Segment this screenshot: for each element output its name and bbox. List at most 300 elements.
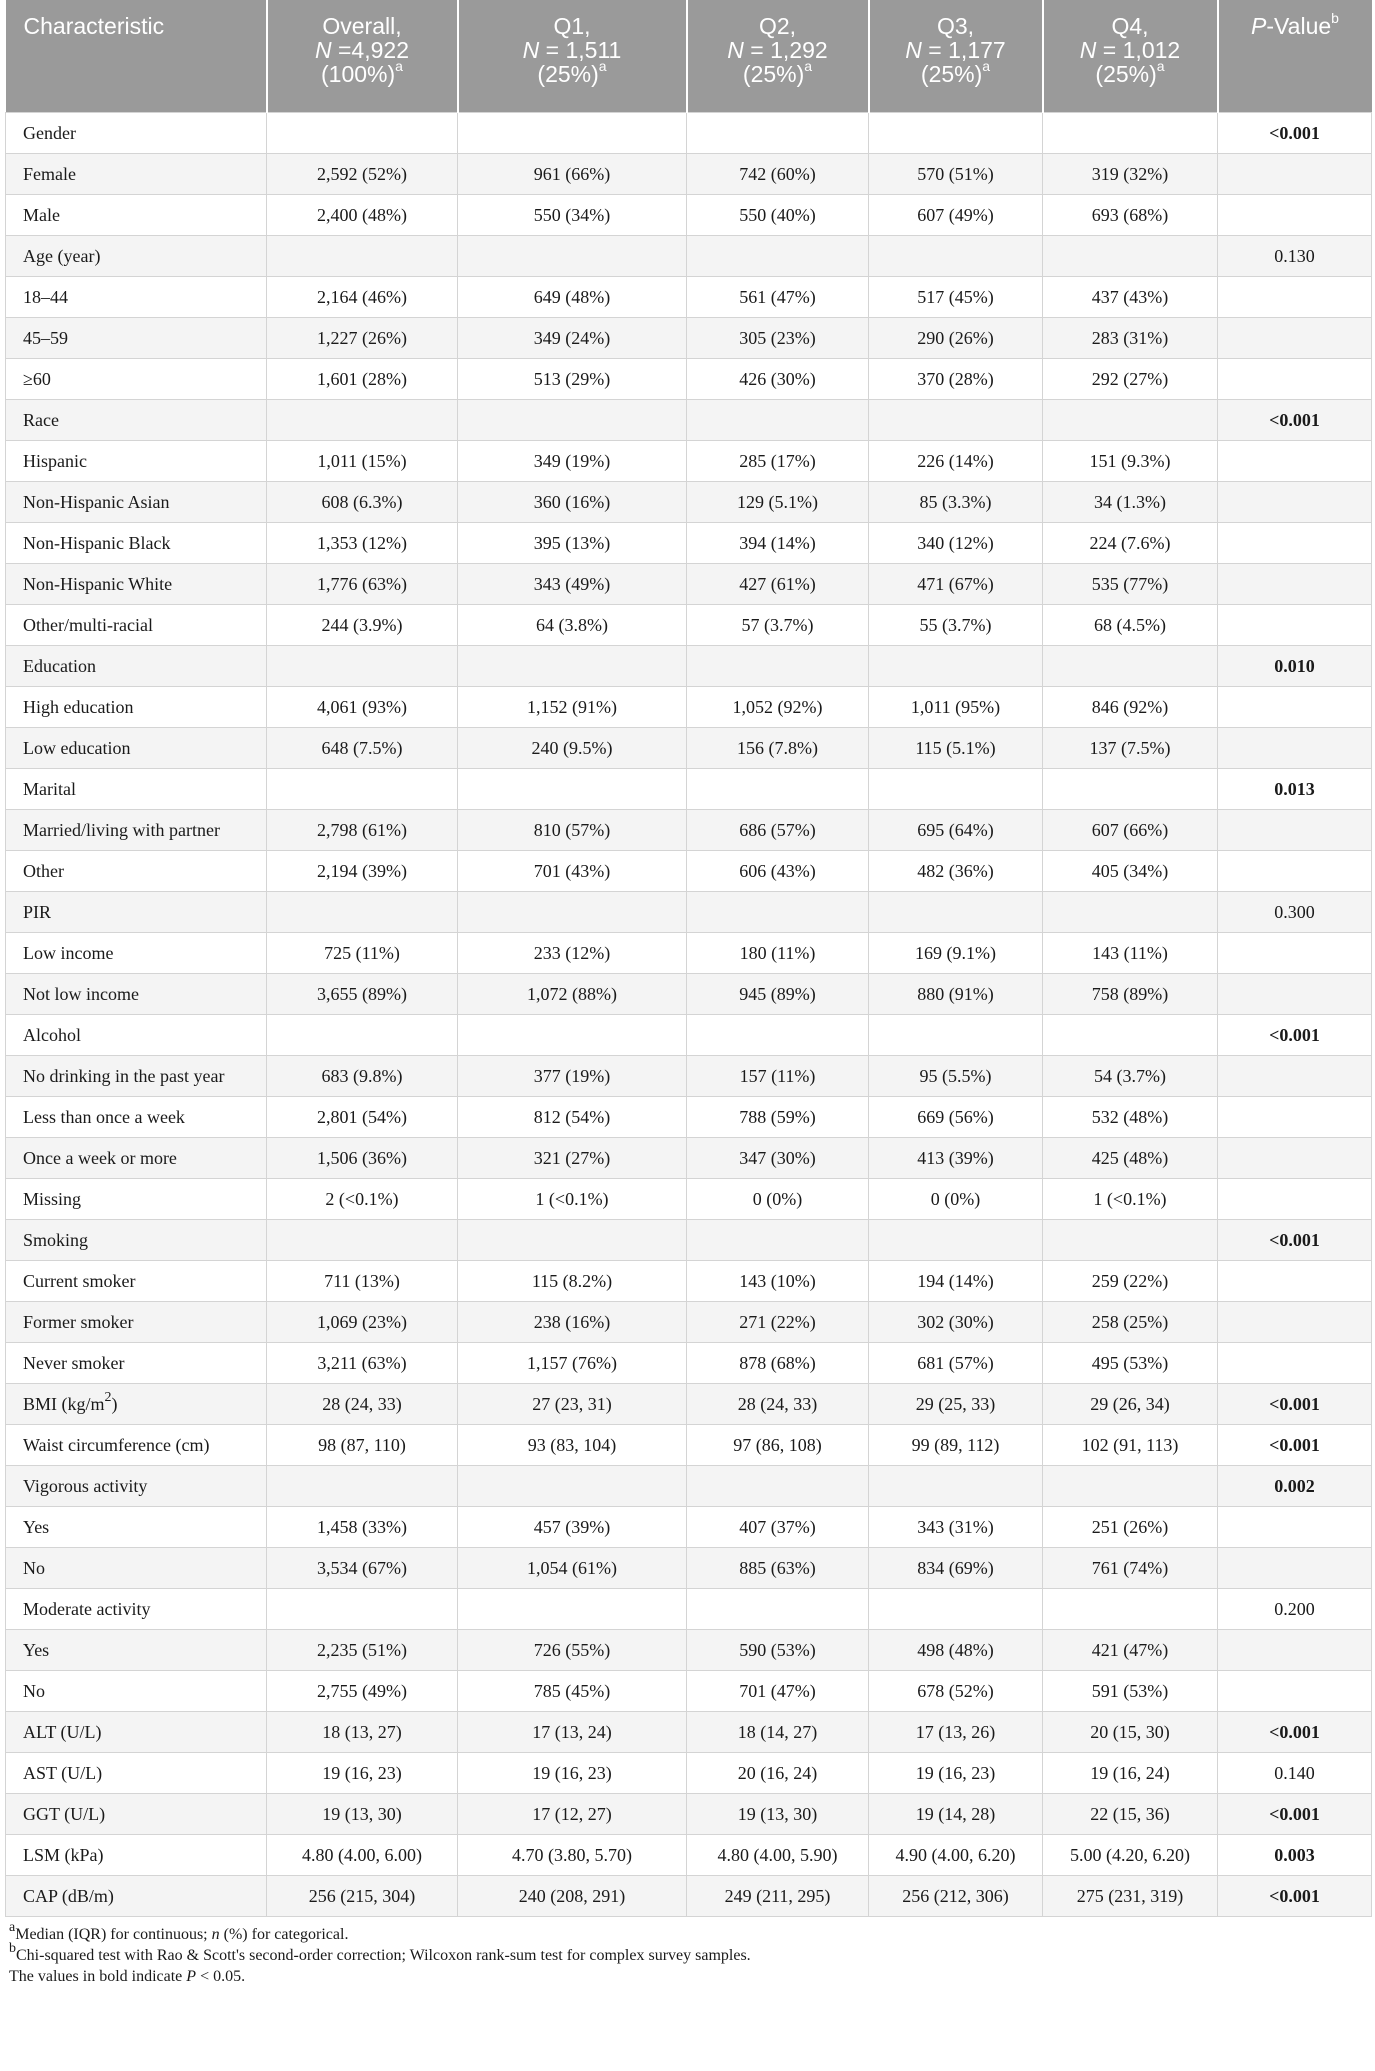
table-cell: 761 (74%) [1043, 1548, 1218, 1589]
row-label-text: 45–59 [23, 327, 68, 348]
table-cell [267, 1466, 458, 1507]
table-row [6, 195, 1372, 236]
row-label-text: No [23, 1680, 45, 1701]
table-cell [1043, 1015, 1218, 1056]
table-cell: 156 (7.8%) [687, 728, 869, 769]
row-label-text: Non-Hispanic Asian [23, 491, 170, 512]
table-cell: 349 (24%) [458, 318, 687, 359]
table-cell: 99 (89, 112) [869, 1425, 1043, 1466]
row-label-text: ≥60 [23, 368, 51, 389]
table-row [6, 1630, 1372, 1671]
table-cell: 1 (<0.1%) [1043, 1179, 1218, 1220]
footnote-marker: a [9, 1919, 16, 1935]
table-cell [267, 113, 458, 154]
footnote-marker: a [1156, 58, 1165, 75]
p-value-cell [1218, 1261, 1372, 1302]
table-cell [1043, 892, 1218, 933]
row-label-text: Hispanic [23, 450, 87, 471]
table-cell: 561 (47%) [687, 277, 869, 318]
table-row [6, 851, 1372, 892]
table-cell: 19 (14, 28) [869, 1794, 1043, 1835]
table-cell: 669 (56%) [869, 1097, 1043, 1138]
table-row [6, 1425, 1372, 1466]
p-value-cell [1218, 1630, 1372, 1671]
table-row [6, 1753, 1372, 1794]
table-cell: 271 (22%) [687, 1302, 869, 1343]
table-cell: 290 (26%) [869, 318, 1043, 359]
table-cell: 678 (52%) [869, 1671, 1043, 1712]
table-cell [869, 113, 1043, 154]
header-n-rest: = 1,177 [921, 37, 1006, 63]
footnote-marker: a [395, 58, 403, 75]
table-cell: 93 (83, 104) [458, 1425, 687, 1466]
table-cell: 180 (11%) [687, 933, 869, 974]
row-label [6, 1712, 267, 1753]
table-cell [687, 1220, 869, 1261]
row-label [6, 1589, 267, 1630]
table-cell: 68 (4.5%) [1043, 605, 1218, 646]
table-cell [869, 1589, 1043, 1630]
table-row [6, 482, 1372, 523]
table-cell: 57 (3.7%) [687, 605, 869, 646]
table-cell: 785 (45%) [458, 1671, 687, 1712]
p-value-cell [1218, 359, 1372, 400]
table-cell: 5.00 (4.20, 6.20) [1043, 1835, 1218, 1876]
table-cell: 695 (64%) [869, 810, 1043, 851]
table-cell: 4.90 (4.00, 6.20) [869, 1835, 1043, 1876]
table-cell: 457 (39%) [458, 1507, 687, 1548]
table-cell: 259 (22%) [1043, 1261, 1218, 1302]
table-cell [1043, 769, 1218, 810]
table-cell [687, 236, 869, 277]
table-cell: 194 (14%) [869, 1261, 1043, 1302]
table-cell: 20 (15, 30) [1043, 1712, 1218, 1753]
p-value-cell: 0.002 [1218, 1466, 1372, 1507]
table-cell [1043, 1589, 1218, 1630]
table-cell [869, 892, 1043, 933]
table-cell: 608 (6.3%) [267, 482, 458, 523]
table-row [6, 523, 1372, 564]
p-value-cell [1218, 687, 1372, 728]
table-row [6, 1794, 1372, 1835]
table-cell: 880 (91%) [869, 974, 1043, 1015]
p-value-cell [1218, 441, 1372, 482]
table-cell: 726 (55%) [458, 1630, 687, 1671]
table-cell: 19 (13, 30) [267, 1794, 458, 1835]
table-cell: 95 (5.5%) [869, 1056, 1043, 1097]
header-row [6, 0, 1372, 113]
table-row [6, 1835, 1372, 1876]
table-cell: 405 (34%) [1043, 851, 1218, 892]
table-cell: 17 (13, 24) [458, 1712, 687, 1753]
p-value-cell [1218, 728, 1372, 769]
table-cell: 85 (3.3%) [869, 482, 1043, 523]
table-cell: 20 (16, 24) [687, 1753, 869, 1794]
table-cell: 3,655 (89%) [267, 974, 458, 1015]
table-cell [267, 400, 458, 441]
p-value-cell: 0.200 [1218, 1589, 1372, 1630]
table-cell [458, 1466, 687, 1507]
p-value-cell [1218, 810, 1372, 851]
footnote [5, 1966, 1371, 1987]
footnote [5, 1919, 1371, 1945]
footnote-text: n [211, 1926, 220, 1943]
p-value-cell [1218, 482, 1372, 523]
row-label-text: Current smoker [23, 1270, 136, 1291]
table-cell: 550 (40%) [687, 195, 869, 236]
row-label-text: Smoking [23, 1229, 89, 1250]
table-cell: 590 (53%) [687, 1630, 869, 1671]
table-row [6, 1261, 1372, 1302]
p-value-cell [1218, 1179, 1372, 1220]
table-row [6, 1384, 1372, 1425]
table-cell: 256 (212, 306) [869, 1876, 1043, 1917]
table-cell: 1,069 (23%) [267, 1302, 458, 1343]
table-cell: 55 (3.7%) [869, 605, 1043, 646]
column-header [267, 0, 458, 113]
footnotes [5, 1919, 1371, 1987]
table-cell: 513 (29%) [458, 359, 687, 400]
table-cell: 27 (23, 31) [458, 1384, 687, 1425]
row-label-text: BMI (kg/m [23, 1393, 105, 1414]
row-label [6, 1425, 267, 1466]
row-label [6, 154, 267, 195]
p-value-cell [1218, 1343, 1372, 1384]
table-cell: 1 (<0.1%) [458, 1179, 687, 1220]
table-cell: 426 (30%) [687, 359, 869, 400]
row-label-text: Moderate activity [23, 1598, 151, 1619]
header-n-italic: N [314, 37, 332, 63]
table-cell: 0 (0%) [869, 1179, 1043, 1220]
table-cell [458, 769, 687, 810]
row-label-text: Vigorous activity [23, 1475, 148, 1496]
table-cell: 240 (208, 291) [458, 1876, 687, 1917]
table-cell: 1,052 (92%) [687, 687, 869, 728]
row-label-text: Yes [23, 1516, 50, 1537]
table-cell: 1,011 (15%) [267, 441, 458, 482]
table-row [6, 810, 1372, 851]
table-cell: 19 (13, 30) [687, 1794, 869, 1835]
footnote-text: Chi-squared test with Rao & Scott's second-order correction; Wilcoxon rank-sum test for complex survey samples. [16, 1947, 751, 1964]
p-value-cell: <0.001 [1218, 1384, 1372, 1425]
table-cell: 3,211 (63%) [267, 1343, 458, 1384]
table-cell: 1,072 (88%) [458, 974, 687, 1015]
table-row [6, 400, 1372, 441]
header-line [1251, 13, 1331, 39]
table-cell: 683 (9.8%) [267, 1056, 458, 1097]
table-row [6, 892, 1372, 933]
table-row [6, 1343, 1372, 1384]
table-cell: 878 (68%) [687, 1343, 869, 1384]
row-label-text: No [23, 1557, 45, 1578]
table-cell: 810 (57%) [458, 810, 687, 851]
footnote-text: (%) for categorical. [219, 1926, 349, 1943]
footnote-marker: a [598, 58, 607, 75]
table-cell: 143 (11%) [1043, 933, 1218, 974]
table-cell: 238 (16%) [458, 1302, 687, 1343]
table-cell: 1,152 (91%) [458, 687, 687, 728]
table-cell: 1,776 (63%) [267, 564, 458, 605]
p-value-cell: <0.001 [1218, 113, 1372, 154]
table-cell: 224 (7.6%) [1043, 523, 1218, 564]
table-cell: 4.70 (3.80, 5.70) [458, 1835, 687, 1876]
p-value-cell: 0.140 [1218, 1753, 1372, 1794]
table-row [6, 1220, 1372, 1261]
table-cell [458, 400, 687, 441]
header-line: (100%) [321, 61, 396, 87]
footnote-marker: b [1331, 10, 1339, 27]
table-row [6, 605, 1372, 646]
row-label [6, 1671, 267, 1712]
table-cell: 321 (27%) [458, 1138, 687, 1179]
table-cell: 28 (24, 33) [687, 1384, 869, 1425]
table-cell: 570 (51%) [869, 154, 1043, 195]
table-cell: 29 (26, 34) [1043, 1384, 1218, 1425]
row-label-sup: 2 [104, 1389, 112, 1405]
column-header [687, 0, 869, 113]
table-cell: 258 (25%) [1043, 1302, 1218, 1343]
table-cell [1043, 113, 1218, 154]
table-cell: 240 (9.5%) [458, 728, 687, 769]
p-value-cell [1218, 1302, 1372, 1343]
table-cell: 725 (11%) [267, 933, 458, 974]
row-label [6, 810, 267, 851]
row-label-text: No drinking in the past year [23, 1065, 225, 1086]
table-row [6, 1589, 1372, 1630]
row-label-text: Other [23, 860, 64, 881]
row-label [6, 564, 267, 605]
table-cell [687, 1589, 869, 1630]
header-line: (25%) [1095, 61, 1157, 87]
table-row [6, 1056, 1372, 1097]
table-cell [687, 892, 869, 933]
p-value-cell [1218, 1138, 1372, 1179]
table-cell: 1,601 (28%) [267, 359, 458, 400]
row-label-text: Low education [23, 737, 131, 758]
header-n-italic: N [905, 37, 922, 63]
row-label-text: Alcohol [23, 1024, 81, 1045]
table-cell: 421 (47%) [1043, 1630, 1218, 1671]
p-value-cell [1218, 1548, 1372, 1589]
row-label [6, 318, 267, 359]
table-cell: 550 (34%) [458, 195, 687, 236]
row-label [6, 1015, 267, 1056]
table-row [6, 974, 1372, 1015]
table-row [6, 359, 1372, 400]
p-value-cell: <0.001 [1218, 1712, 1372, 1753]
row-label-text: CAP (dB/m) [23, 1885, 114, 1906]
header-line: Characteristic [23, 13, 165, 39]
row-label [6, 769, 267, 810]
table-cell [869, 646, 1043, 687]
table-cell: 4.80 (4.00, 5.90) [687, 1835, 869, 1876]
row-label [6, 1056, 267, 1097]
table-cell: 17 (12, 27) [458, 1794, 687, 1835]
table-body [6, 113, 1372, 1917]
row-label-text: Former smoker [23, 1311, 134, 1332]
row-label-text: Other/multi-racial [23, 614, 153, 635]
footnote-text: P [186, 1968, 197, 1985]
p-value-cell [1218, 318, 1372, 359]
table-row [6, 1302, 1372, 1343]
footnote-marker: a [982, 58, 991, 75]
table-cell: 834 (69%) [869, 1548, 1043, 1589]
p-value-cell: <0.001 [1218, 400, 1372, 441]
table-cell: 2,164 (46%) [267, 277, 458, 318]
table-cell: 681 (57%) [869, 1343, 1043, 1384]
table-cell [458, 236, 687, 277]
header-n-rest: = 1,292 [743, 37, 828, 63]
table-cell: 425 (48%) [1043, 1138, 1218, 1179]
table-cell: 249 (211, 295) [687, 1876, 869, 1917]
table-cell: 607 (66%) [1043, 810, 1218, 851]
header-line [727, 37, 827, 63]
table-cell: 3,534 (67%) [267, 1548, 458, 1589]
table-cell [687, 400, 869, 441]
table-cell [1043, 646, 1218, 687]
header-n-rest: =4,922 [331, 37, 409, 63]
table-cell: 517 (45%) [869, 277, 1043, 318]
row-label [6, 523, 267, 564]
header-p-italic: P [1251, 13, 1267, 39]
table-cell: 701 (43%) [458, 851, 687, 892]
table-cell: 319 (32%) [1043, 154, 1218, 195]
table-cell: 649 (48%) [458, 277, 687, 318]
table-cell: 29 (25, 33) [869, 1384, 1043, 1425]
row-label-text: GGT (U/L) [23, 1803, 106, 1824]
table-cell: 885 (63%) [687, 1548, 869, 1589]
table-cell [458, 1589, 687, 1630]
row-label-end: ) [111, 1393, 118, 1414]
table-cell [869, 400, 1043, 441]
footnote-text: < 0.05. [196, 1968, 246, 1985]
table-row [6, 1179, 1372, 1220]
table-cell: 591 (53%) [1043, 1671, 1218, 1712]
row-label-text: Waist circumference (cm) [23, 1434, 210, 1455]
table-cell: 2 (<0.1%) [267, 1179, 458, 1220]
p-value-cell [1218, 1671, 1372, 1712]
table-cell: 115 (8.2%) [458, 1261, 687, 1302]
table-cell: 1,458 (33%) [267, 1507, 458, 1548]
row-label [6, 236, 267, 277]
table-cell: 22 (15, 36) [1043, 1794, 1218, 1835]
table-cell [458, 1015, 687, 1056]
table-cell: 758 (89%) [1043, 974, 1218, 1015]
table-cell [687, 1466, 869, 1507]
table-cell: 137 (7.5%) [1043, 728, 1218, 769]
table-container [5, 0, 1371, 1987]
header-line: Q3, [936, 13, 975, 39]
table-cell: 226 (14%) [869, 441, 1043, 482]
table-cell: 1,227 (26%) [267, 318, 458, 359]
table-cell: 701 (47%) [687, 1671, 869, 1712]
table-cell: 4.80 (4.00, 6.00) [267, 1835, 458, 1876]
footnote-text: Median (IQR) for continuous; [15, 1926, 212, 1943]
table-cell: 233 (12%) [458, 933, 687, 974]
column-header [1218, 0, 1372, 113]
header-n-italic: N [727, 37, 744, 63]
row-label [6, 687, 267, 728]
table-row [6, 1507, 1372, 1548]
row-label [6, 1384, 267, 1425]
row-label [6, 1343, 267, 1384]
row-label-text: Male [23, 204, 60, 225]
header-line: Q1, [553, 13, 591, 39]
header-line: (25%) [742, 61, 805, 87]
footnote-text: The values in bold indicate [9, 1968, 187, 1985]
row-label [6, 1753, 267, 1794]
row-label-text: Non-Hispanic Black [23, 532, 171, 553]
p-value-cell: <0.001 [1218, 1794, 1372, 1835]
table-row [6, 728, 1372, 769]
row-label-text: 18–44 [23, 286, 68, 307]
table-cell: 377 (19%) [458, 1056, 687, 1097]
table-cell: 693 (68%) [1043, 195, 1218, 236]
table-cell: 292 (27%) [1043, 359, 1218, 400]
table-cell: 28 (24, 33) [267, 1384, 458, 1425]
table-cell: 143 (10%) [687, 1261, 869, 1302]
table-cell: 413 (39%) [869, 1138, 1043, 1179]
table-cell: 97 (86, 108) [687, 1425, 869, 1466]
table-cell: 437 (43%) [1043, 277, 1218, 318]
table-cell: 2,592 (52%) [267, 154, 458, 195]
row-label-text: AST (U/L) [23, 1762, 103, 1783]
table-cell: 427 (61%) [687, 564, 869, 605]
table-row [6, 933, 1372, 974]
table-cell [869, 1220, 1043, 1261]
row-label [6, 195, 267, 236]
row-label-text: Low income [23, 942, 114, 963]
table-cell: 1,506 (36%) [267, 1138, 458, 1179]
table-cell: 17 (13, 26) [869, 1712, 1043, 1753]
table-cell: 347 (30%) [687, 1138, 869, 1179]
column-header [458, 0, 687, 113]
row-label [6, 1794, 267, 1835]
row-label [6, 1835, 267, 1876]
row-label [6, 441, 267, 482]
p-value-cell [1218, 1507, 1372, 1548]
table-cell: 285 (17%) [687, 441, 869, 482]
table-cell: 2,798 (61%) [267, 810, 458, 851]
table-cell: 360 (16%) [458, 482, 687, 523]
table-cell: 686 (57%) [687, 810, 869, 851]
row-label [6, 1876, 267, 1917]
table-cell [869, 1466, 1043, 1507]
header-p-rest: -Value [1266, 13, 1332, 39]
p-value-cell [1218, 1097, 1372, 1138]
table-row [6, 1466, 1372, 1507]
table-cell: 846 (92%) [1043, 687, 1218, 728]
table-row [6, 277, 1372, 318]
table-cell: 535 (77%) [1043, 564, 1218, 605]
table-cell: 98 (87, 110) [267, 1425, 458, 1466]
table-cell: 19 (16, 23) [267, 1753, 458, 1794]
table-cell [458, 1220, 687, 1261]
row-label [6, 277, 267, 318]
table-cell [687, 1015, 869, 1056]
table-cell: 788 (59%) [687, 1097, 869, 1138]
table-row [6, 1712, 1372, 1753]
table-cell: 2,755 (49%) [267, 1671, 458, 1712]
column-header [6, 0, 267, 113]
table-cell: 395 (13%) [458, 523, 687, 564]
table-cell [267, 1220, 458, 1261]
column-header [1043, 0, 1218, 113]
table-cell: 370 (28%) [869, 359, 1043, 400]
header-n-rest: = 1,012 [1096, 37, 1181, 63]
row-label [6, 1548, 267, 1589]
table-cell [1043, 1220, 1218, 1261]
